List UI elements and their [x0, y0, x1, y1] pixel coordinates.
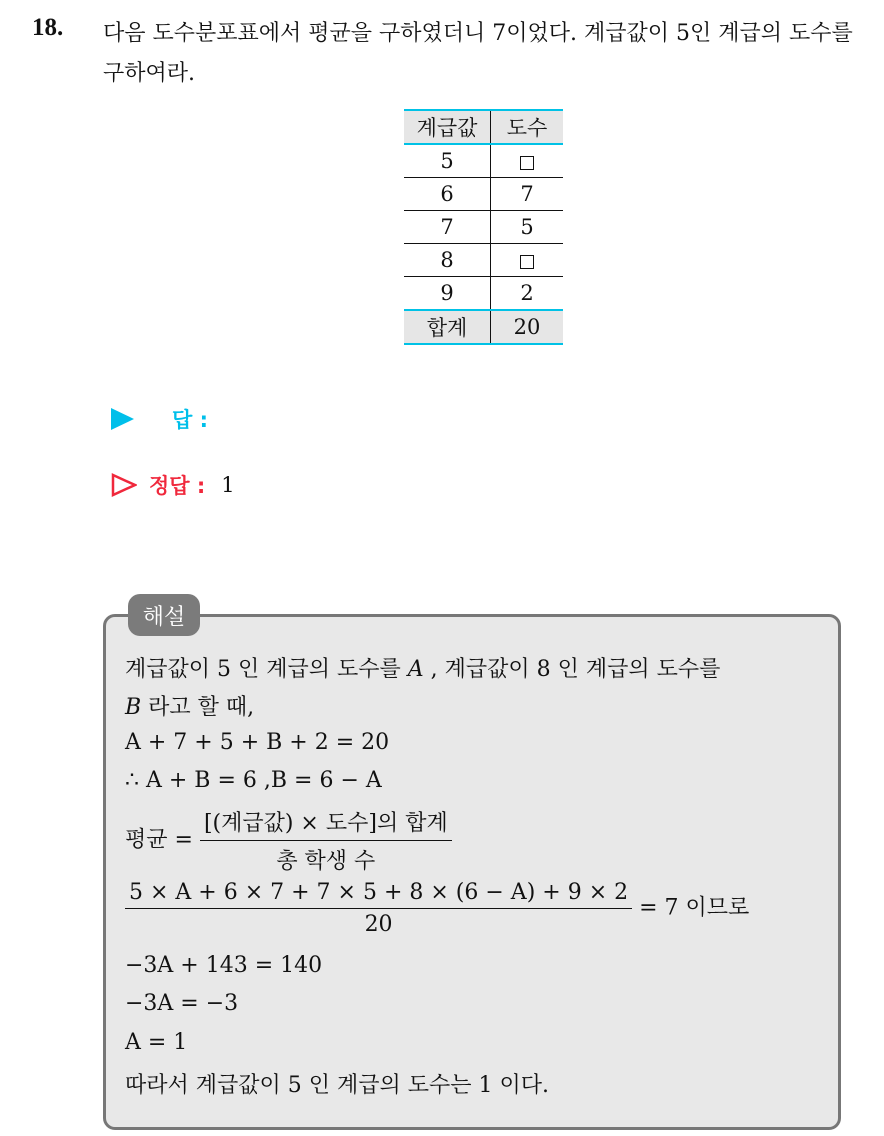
- class-value-cell: 5: [404, 144, 491, 178]
- explanation-line-10: 따라서 계급값이 5 인 계급의 도수는 1 이다.: [125, 1073, 549, 1098]
- class-value-cell: 6: [404, 178, 491, 211]
- class-value-cell: 9: [404, 277, 491, 311]
- frequency-cell: 5: [491, 211, 564, 244]
- frequency-cell: [491, 144, 564, 178]
- explanation-line-5: 평균 = $\frac{\text{[(계급값) × 도수]의 합계}}{\text{총 학생 수}}$: [125, 806, 452, 875]
- explanation-line-4: ∴ A + B = 6 ,B = 6 − A: [125, 768, 382, 793]
- mean-fraction: $\frac{\text{[(계급값) × 도수]의 합계}}{\text{총 학생 수}}$: [200, 806, 452, 875]
- header-class-value: 계급값: [404, 110, 491, 144]
- total-value: 20: [491, 310, 564, 344]
- table-row: [404, 211, 563, 244]
- blank-box-icon: [520, 255, 534, 269]
- question-number: 18.: [32, 14, 64, 41]
- class-value-cell: 7: [404, 211, 491, 244]
- frequency-cell: 2: [491, 277, 564, 311]
- class-value-cell: 8: [404, 244, 491, 277]
- correct-answer-value: 1: [221, 473, 235, 497]
- explanation-line-3: A + 7 + 5 + B + 2 = 20: [125, 730, 390, 755]
- table-row: [404, 178, 563, 211]
- explanation-line-1: 계급값이 5 인 계급의 도수를 A , 계급값이 8 인 계급의 도수를: [125, 657, 721, 682]
- frequency-cell: [491, 244, 564, 277]
- table-row: [404, 277, 563, 311]
- explanation-tab: 해설: [128, 594, 200, 636]
- explanation-line-7: −3A + 143 = 140: [125, 953, 323, 978]
- question-text: 다음 도수분포표에서 평균을 구하였더니 7이었다. 계급값이 5인 계급의 도수를 구하여라.: [103, 21, 853, 86]
- play-triangle-icon: [111, 408, 134, 430]
- blank-box-icon: [520, 156, 534, 170]
- equation-fraction: $\frac{5 \times A + 6 \times 7 + 7 \times 5 + 8 \times (6 - A) + 9 \times 2}{20}$: [125, 880, 632, 937]
- frequency-table: [404, 109, 563, 345]
- answer-label: 답 :: [172, 408, 208, 432]
- explanation-line-6: $\frac{5 \times A + 6 \times 7 + 7 \times 5 + 8 \times (6 - A) + 9 \times 2}{20}$ = 7 이므로: [125, 880, 749, 937]
- correct-answer-label: 정답 :: [149, 474, 206, 498]
- header-frequency: 도수: [491, 110, 564, 144]
- explanation-line-8: −3A = −3: [125, 991, 239, 1016]
- frequency-cell: 7: [491, 178, 564, 211]
- table-row: [404, 144, 563, 178]
- total-label: 합계: [404, 310, 491, 344]
- correct-answer-row: [111, 470, 235, 500]
- table-header-row: [404, 110, 563, 144]
- table-row: [404, 244, 563, 277]
- explanation-line-9: A = 1: [125, 1030, 188, 1055]
- table-total-row: [404, 310, 563, 344]
- explanation-line-2: B 라고 할 때,: [125, 695, 255, 720]
- outline-triangle-icon: [111, 473, 137, 497]
- answer-row: [111, 404, 208, 434]
